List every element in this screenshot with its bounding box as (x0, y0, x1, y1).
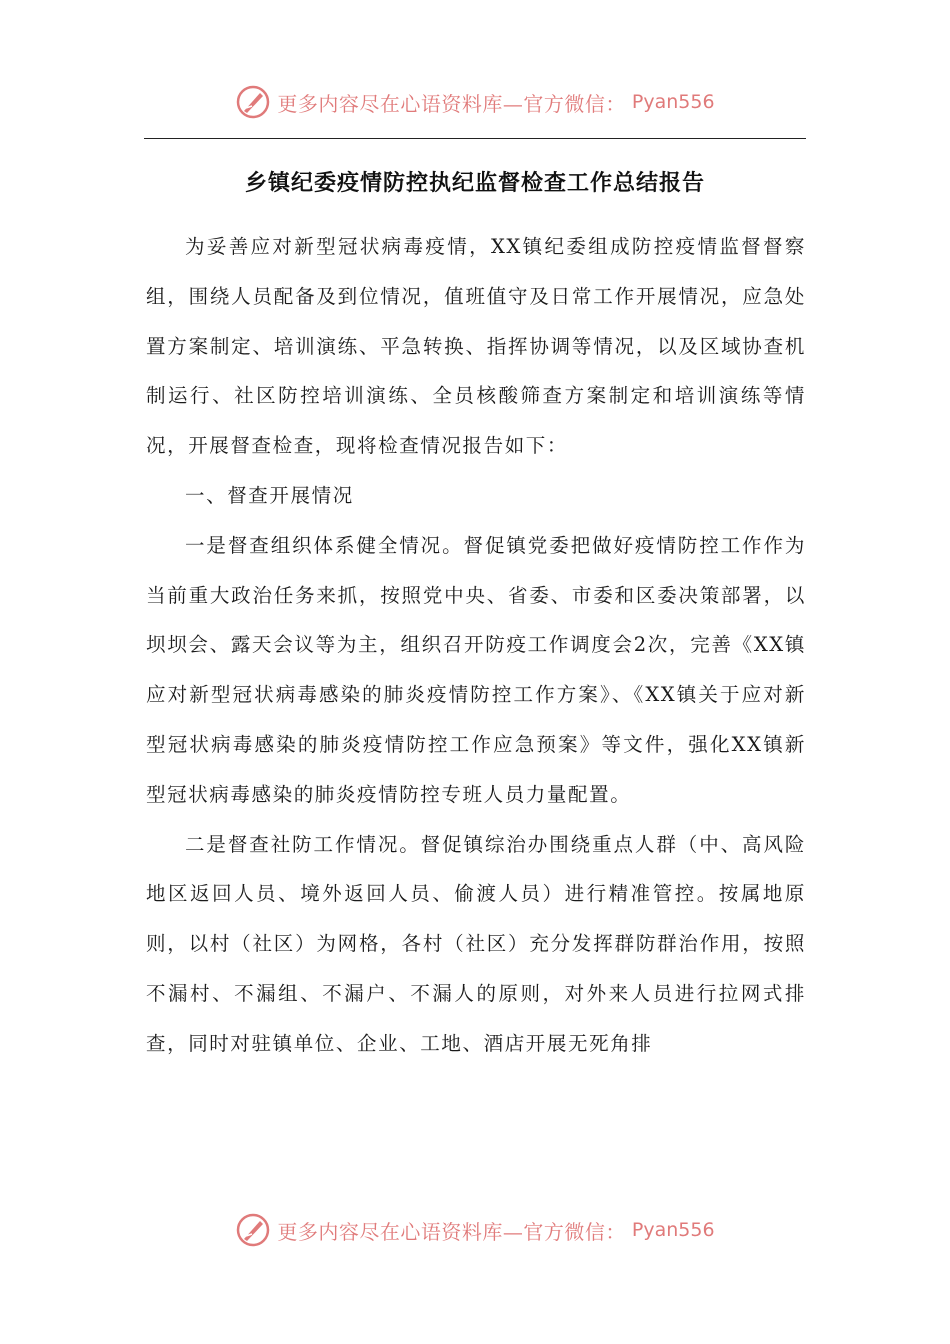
watermark-handle: Pyan556 (631, 91, 715, 113)
watermark-text: 更多内容尽在心语资料库—官方微信： (277, 91, 626, 116)
paragraph-intro: 为妥善应对新型冠状病毒疫情，XX镇纪委组成防控疫情监督督察组，围绕人员配备及到位情况，值班值守及日常工作开展情况，应急处置方案制定、培训演练、平急转换、指挥协调等情况，以及区域协查机制运行、社区防控培训演练、全员核酸筛查方案制定和培训演练等情况，开展督查检查，现将检查情况报告如下： (146, 235, 806, 458)
document-body (146, 222, 806, 1069)
header-divider (144, 138, 806, 139)
quill-logo-icon (235, 1212, 271, 1248)
section-heading: 一、督查开展情况 (185, 483, 354, 507)
paragraph-community: 二是督查社防工作情况。督促镇综治办围绕重点人群（中、高风险地区返回人员、境外返回人员、偷渡人员）进行精准管控。按属地原则，以村（社区）为网格，各村（社区）充分发挥群防群治作用，按照不漏村、不漏组、不漏户、不漏人的原则，对外来人员进行拉网式排查，同时对驻镇单位、企业、工地、酒店开展无死角排 (146, 832, 806, 1055)
paragraph-organization: 一是督查组织体系健全情况。督促镇党委把做好疫情防控工作作为当前重大政治任务来抓，按照党中央、省委、市委和区委决策部署，以坝坝会、露天会议等为主，组织召开防疫工作调度会2次，完善《XX镇应对新型冠状病毒感染的肺炎疫情防控工作方案》、《XX镇关于应对新型冠状病毒感染的肺炎疫情防控工作应急预案》等文件，强化XX镇新型冠状病毒感染的肺炎疫情防控专班人员力量配置。 (146, 533, 806, 806)
watermark-footer (0, 1208, 950, 1252)
watermark-handle: Pyan556 (631, 1219, 715, 1241)
quill-logo-icon (235, 84, 271, 120)
watermark-header (0, 80, 950, 124)
watermark-text: 更多内容尽在心语资料库—官方微信： (277, 1219, 626, 1244)
document-title: 乡镇纪委疫情防控执纪监督检查工作总结报告 (244, 171, 705, 196)
